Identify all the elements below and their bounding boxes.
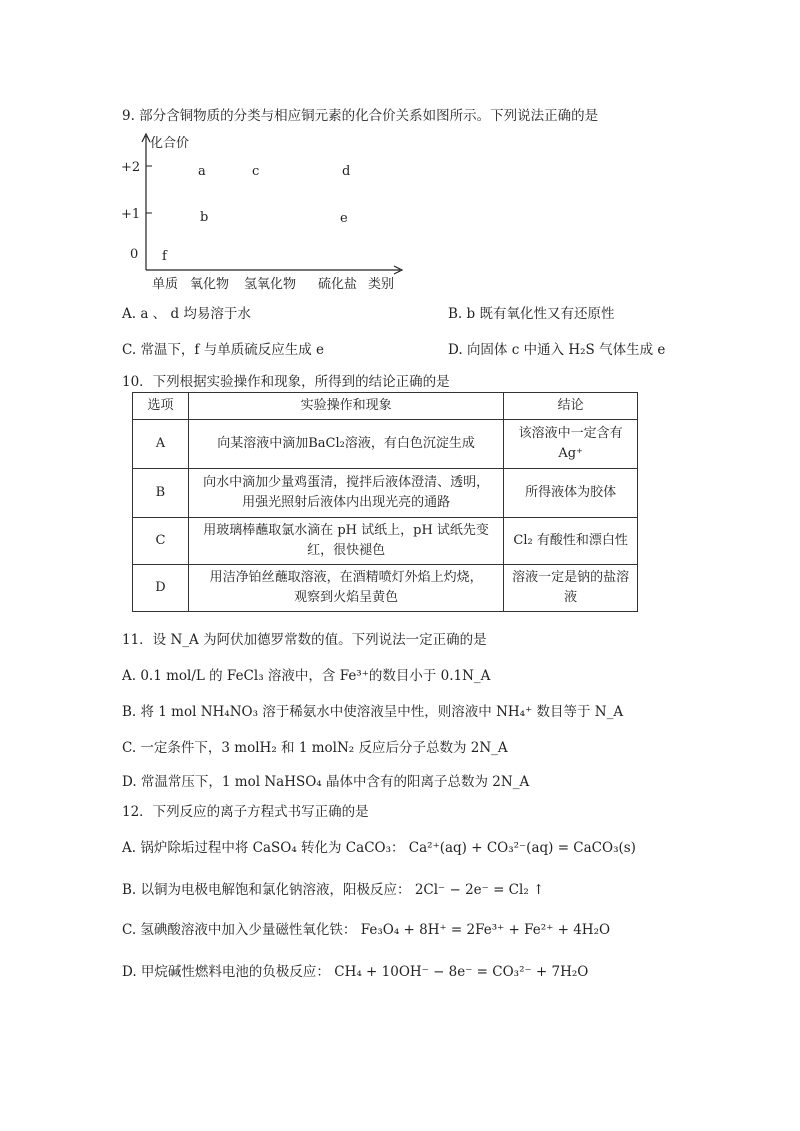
q12-option-b: [122, 878, 544, 898]
table-row: [133, 469, 638, 518]
q9-option-c: [122, 338, 324, 358]
row-operation: [188, 518, 503, 565]
operation-text-line2: 红，很快褪色: [307, 543, 386, 558]
q11-option-b: B. 将 1 mol NH₄NO₃ 溶于稀氨水中使溶液呈中性，则溶液中 NH₄⁺ 数目等于 N_A: [122, 704, 624, 720]
q9-option-b: [448, 302, 614, 322]
operation-text: 用玻璃棒蘸取氯水滴在 pH 试纸上，pH 试纸先变: [203, 523, 489, 538]
point-label-c: c: [252, 164, 260, 179]
row-option: C: [133, 518, 189, 565]
table-header-row: [133, 393, 638, 420]
x-axis-label: 类别: [368, 277, 395, 292]
y-tick-label: 0: [130, 247, 139, 262]
option-text: D. 甲烷碱性燃料电池的负极反应：: [122, 964, 330, 980]
row-conclusion: 溶液一定是钠的盐溶液: [504, 565, 638, 612]
row-conclusion: Cl₂ 有酸性和漂白性: [504, 518, 638, 565]
option-text: B. 以铜为电极电解饱和氯化钠溶液，阳极反应：: [122, 882, 411, 898]
operation-text: 向水中滴加少量鸡蛋清，搅拌后液体澄清、透明，: [203, 475, 490, 490]
option-label: C.: [122, 342, 137, 358]
row-operation: [188, 420, 503, 469]
option-text: b 既有氧化性又有还原性: [466, 306, 615, 322]
point-label-d: d: [342, 164, 351, 179]
experiment-table: [132, 392, 638, 612]
option-text: A. 锅炉除垢过程中将 CaSO₄ 转化为 CaCO₃：: [122, 840, 405, 856]
table-row: [133, 420, 638, 469]
row-operation: [188, 565, 503, 612]
equation: Fe₃O₄ + 8H⁺ = 2Fe³⁺ + Fe²⁺ + 4H₂O: [360, 922, 611, 938]
operation-text: 用洁净铂丝蘸取溶液，在酒精喷灯外焰上灼烧，: [209, 570, 483, 585]
point-label-b: b: [200, 210, 209, 225]
point-label-a: a: [198, 164, 206, 179]
valence-chart: [118, 130, 418, 295]
q11-option-c: C. 一定条件下，3 molH₂ 和 1 molN₂ 反应后分子总数为 2N_A: [122, 740, 508, 756]
option-label: A.: [122, 306, 137, 322]
row-option: A: [133, 420, 189, 469]
q12-option-d: [122, 960, 588, 980]
table-row: [133, 565, 638, 612]
table-header-option: 选项: [133, 393, 189, 420]
question-10-stem: 10．下列根据实验操作和现象，所得到的结论正确的是: [122, 374, 450, 390]
row-conclusion: 所得液体为胶体: [504, 469, 638, 518]
y-tick-label: +1: [121, 207, 141, 222]
x-tick-label: 单质: [152, 277, 179, 292]
equation: CH₄ + 10OH⁻ − 8e⁻ = CO₃²⁻ + 7H₂O: [334, 964, 589, 980]
q12-option-c: [122, 918, 610, 938]
option-text: 向固体 c 中通入 H₂S 气体生成 e: [466, 342, 666, 358]
table-header-operation: 实验操作和现象: [188, 393, 503, 420]
operation-text-line2: 用强光照射后液体内出现光亮的通路: [242, 495, 451, 510]
question-9-stem: 9. 部分含铜物质的分类与相应铜元素的化合价关系如图所示。下列说法正确的是: [122, 108, 599, 124]
q11-option-d: D. 常温常压下，1 mol NaHSO₄ 晶体中含有的阳离子总数为 2N_A: [122, 774, 530, 790]
option-text: a 、 d 均易溶于水: [140, 306, 251, 322]
table-row: [133, 518, 638, 565]
table-header-conclusion: 结论: [504, 393, 638, 420]
point-label-e: e: [340, 211, 348, 226]
point-label-f: f: [162, 249, 167, 264]
x-tick-label: 硫化盐: [318, 277, 358, 292]
q12-option-a: [122, 836, 636, 856]
q9-option-d: [448, 338, 665, 358]
row-option: D: [133, 565, 189, 612]
option-text: 常温下，f 与单质硫反应生成 e: [140, 342, 325, 358]
question-12-stem: 12．下列反应的离子方程式书写正确的是: [122, 804, 369, 820]
equation: Ca²⁺(aq) + CO₃²⁻(aq) = CaCO₃(s): [408, 840, 636, 856]
x-tick-label: 氢氧化物: [244, 277, 297, 292]
y-axis-label: 化合价: [150, 136, 190, 151]
row-operation: [188, 469, 503, 518]
option-label: B.: [448, 306, 463, 322]
operation-text: 向某溶液中滴加BaCl₂溶液，有白色沉淀生成: [217, 436, 475, 451]
option-text: C. 氢碘酸溶液中加入少量磁性氧化铁：: [122, 922, 357, 938]
x-tick-label: 氧化物: [190, 277, 230, 292]
q11-option-a: A. 0.1 mol/L 的 FeCl₃ 溶液中，含 Fe³⁺的数目小于 0.1N_A: [122, 668, 491, 684]
question-11-stem: 11．设 N_A 为阿伏加德罗常数的值。下列说法一定正确的是: [122, 632, 487, 648]
equation: 2Cl⁻ − 2e⁻ = Cl₂ ↑: [414, 882, 545, 898]
row-option: B: [133, 469, 189, 518]
option-label: D.: [448, 342, 463, 358]
q9-option-a: [122, 302, 251, 322]
operation-text-line2: 观察到火焰呈黄色: [294, 590, 399, 605]
row-conclusion: 该溶液中一定含有Ag⁺: [504, 420, 638, 469]
y-tick-label: +2: [121, 160, 141, 175]
